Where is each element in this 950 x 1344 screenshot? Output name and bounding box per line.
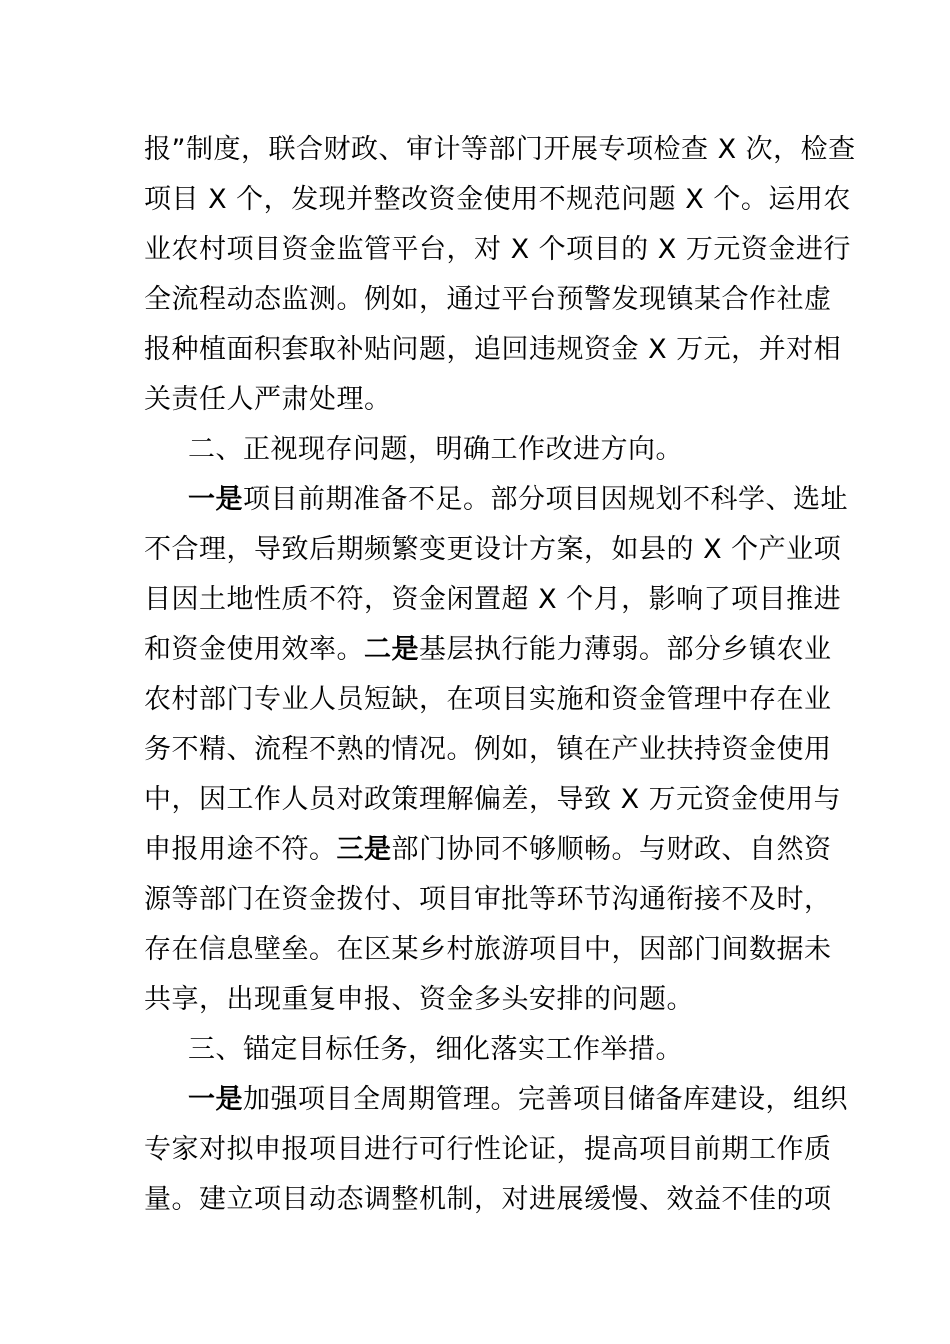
section-heading: 三、锚定目标任务，细化落实工作举措。 (188, 1034, 683, 1065)
text-line: 源等部门在资金拨付、项目审批等环节沟通衔接不及时， (144, 884, 832, 915)
bold-marker: 二是 (364, 634, 419, 665)
text-line (144, 832, 832, 868)
text-line: 报种植面积套取补贴问题，追回违规资金 X 万元，并对相 (144, 334, 842, 365)
bold-marker: 一是 (188, 484, 243, 515)
text-line: 报”制度，联合财政、审计等部门开展专项检查 X 次，检查 (144, 134, 856, 165)
text-span: 申报用途不符。 (144, 834, 337, 865)
text-line: 全流程动态监测。例如，通过平台预警发现镇某合作社虚 (144, 284, 832, 315)
text-line: 项目 X 个，发现并整改资金使用不规范问题 X 个。运用农 (144, 184, 851, 215)
text-line: 目因土地性质不符，资金闲置超 X 个月，影响了项目推进 (144, 584, 842, 615)
text-span: 加强项目全周期管理。完善项目储备库建设，组织 (243, 1084, 848, 1115)
text-span: 项目前期准备不足。部分项目因规划不科学、选址 (243, 484, 848, 515)
text-line: 业农村项目资金监管平台，对 X 个项目的 X 万元资金进行 (144, 234, 851, 265)
text-line: 量。建立项目动态调整机制，对进展缓慢、效益不佳的项 (144, 1184, 832, 1215)
text-span: 部门协同不够顺畅。与财政、自然资 (391, 834, 832, 865)
bold-marker: 三是 (336, 834, 392, 865)
text-line (188, 1082, 848, 1118)
text-line: 务不精、流程不熟的情况。例如，镇在产业扶持资金使用 (144, 734, 832, 765)
text-span: 和资金使用效率。 (144, 634, 364, 665)
text-line: 关责任人严肃处理。 (144, 384, 392, 415)
text-line: 共享，出现重复申报、资金多头安排的问题。 (144, 984, 694, 1015)
text-line: 不合理，导致后期频繁变更设计方案，如县的 X 个产业项 (144, 534, 842, 565)
text-line (144, 632, 832, 668)
text-line: 专家对拟申报项目进行可行性论证，提高项目前期工作质 (144, 1134, 832, 1165)
text-line: 农村部门专业人员短缺，在项目实施和资金管理中存在业 (144, 684, 832, 715)
text-span: 基层执行能力薄弱。部分乡镇农业 (419, 634, 832, 665)
text-line (188, 482, 848, 518)
text-line: 存在信息壁垒。在区某乡村旅游项目中，因部门间数据未 (144, 934, 832, 965)
section-heading: 二、正视现存问题，明确工作改进方向。 (188, 434, 683, 465)
bold-marker: 一是 (188, 1084, 243, 1115)
text-line: 中，因工作人员对政策理解偏差，导致 X 万元资金使用与 (144, 784, 842, 815)
